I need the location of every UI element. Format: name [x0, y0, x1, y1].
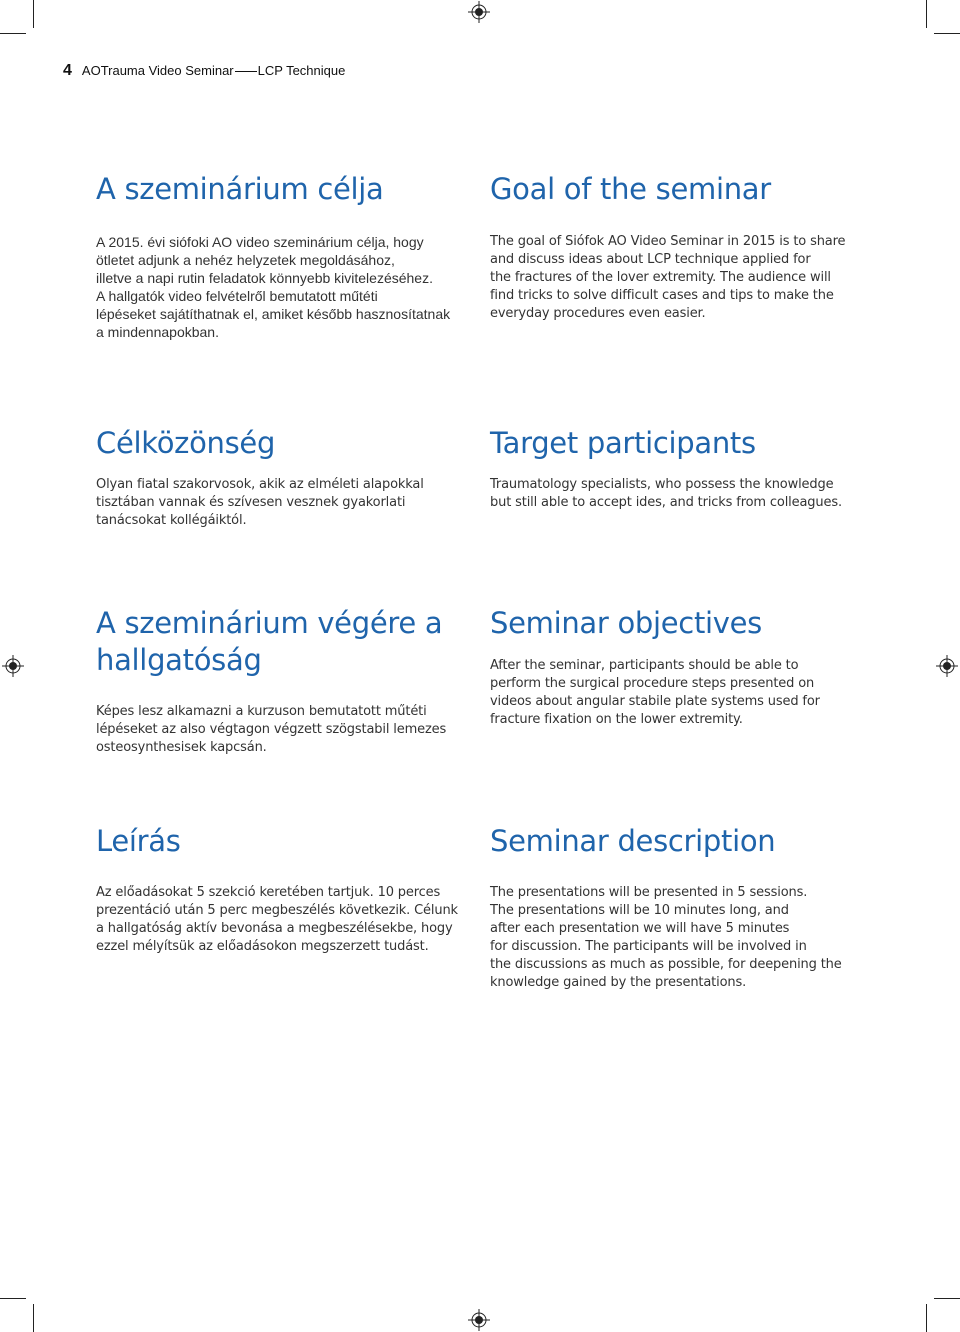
crop-mark	[934, 33, 960, 34]
body-line: a mindennapokban.	[96, 324, 219, 340]
body-line: find tricks to solve difficult cases and tips to make the	[490, 288, 834, 303]
body-line: knowledge gained by the presentations.	[490, 975, 747, 990]
body-line: Traumatology specialists, who possess the knowledge	[490, 477, 834, 492]
body-line: Az előadásokat 5 szekció keretében tartjuk. 10 perces	[96, 885, 441, 900]
section-heading: Célközönség	[96, 426, 276, 460]
body-line: fracture fixation on the lower extremity.	[490, 712, 743, 727]
section-target-hu	[96, 425, 476, 530]
body-line: videos about angular stabile plate systems used for	[490, 694, 820, 709]
body-line: the discussions as much as possible, for deepening the	[490, 957, 842, 972]
body-line: The presentations will be 10 minutes long, and	[490, 903, 789, 918]
crop-mark	[926, 1304, 927, 1332]
body-line: tisztában vannak és szívesen vesznek gyakorlati	[96, 495, 406, 510]
body-line: everyday procedures even easier.	[490, 306, 706, 321]
section-heading-line: A szeminárium végére a	[96, 606, 443, 640]
body-line: ötletet adjunk a nehéz helyzetek megoldásához,	[96, 252, 395, 268]
body-line: The goal of Siófok AO Video Seminar in 2015 is to share	[490, 234, 846, 249]
crop-mark	[0, 1298, 26, 1299]
body-line: A 2015. évi siófoki AO video szeminárium célja, hogy	[96, 234, 424, 250]
title-dash	[235, 71, 257, 72]
body-line: The presentations will be presented in 5 sessions.	[490, 885, 808, 900]
body-line: and discuss ideas about LCP technique applied for	[490, 252, 811, 267]
registration-mark-icon	[936, 655, 958, 677]
body-line: osteosynthesisek kapcsán.	[96, 740, 267, 755]
body-line: after each presentation we will have 5 minutes	[490, 921, 790, 936]
section-objectives-en	[490, 605, 880, 729]
body-line: for discussion. The participants will be involved in	[490, 939, 807, 954]
section-heading: Seminar description	[490, 824, 776, 858]
body-line: prezentáció után 5 perc megbeszélés következik. Célunk	[96, 903, 458, 918]
body-line: Olyan fiatal szakorvosok, akik az elméleti alapokkal	[96, 477, 424, 492]
crop-mark	[926, 0, 927, 28]
body-line: perform the surgical procedure steps presented on	[490, 676, 815, 691]
body-line: A hallgatók video felvételről bemutatott műtéti	[96, 288, 378, 304]
body-line: lépéseket sajátíthatnak el, amiket később hasznosítatnak	[96, 306, 451, 322]
section-heading: A szeminárium célja	[96, 172, 384, 206]
body-line: lépéseket az also végtagon végzett szögstabil lemezes	[96, 722, 447, 737]
running-title-part1: AOTrauma Video Seminar	[81, 63, 234, 78]
section-heading: Goal of the seminar	[490, 172, 771, 206]
section-heading: Seminar objectives	[490, 606, 762, 640]
section-objectives-hu	[96, 605, 476, 757]
body-line: ezzel mélyítsük az előadásokon megszerzett tudást.	[96, 939, 429, 954]
registration-mark-icon	[468, 1309, 490, 1331]
section-target-en	[490, 425, 880, 512]
section-heading-line: hallgatóság	[96, 643, 262, 677]
section-heading: Leírás	[96, 824, 181, 858]
body-line: illetve a napi rutin feladatok könnyebb kivitelezéséhez.	[96, 270, 433, 286]
registration-mark-icon	[468, 1, 490, 23]
crop-mark	[33, 0, 34, 28]
section-description-en	[490, 823, 880, 992]
registration-mark-icon	[2, 655, 24, 677]
body-line: the fractures of the lover extremity. The audience will	[490, 270, 831, 285]
body-line: tanácsokat kollégáiktól.	[96, 513, 247, 528]
section-description-hu	[96, 823, 476, 956]
crop-mark	[33, 1304, 34, 1332]
body-line: a hallgatóság aktív bevonása a megbeszélésekbe, hogy	[96, 921, 453, 936]
crop-mark	[0, 33, 26, 34]
section-goal-en	[490, 171, 880, 323]
section-goal-hu	[96, 171, 476, 341]
page-header	[63, 62, 345, 82]
page-number: 4	[63, 62, 72, 79]
body-line: After the seminar, participants should be able to	[490, 658, 799, 673]
section-heading: Target participants	[490, 426, 756, 460]
running-title	[82, 63, 345, 78]
running-title-part2: LCP Technique	[257, 63, 346, 78]
body-line: but still able to accept ides, and tricks from colleagues.	[490, 495, 842, 510]
body-line: Képes lesz alkamazni a kurzuson bemutatott műtéti	[96, 704, 427, 719]
crop-mark	[934, 1298, 960, 1299]
